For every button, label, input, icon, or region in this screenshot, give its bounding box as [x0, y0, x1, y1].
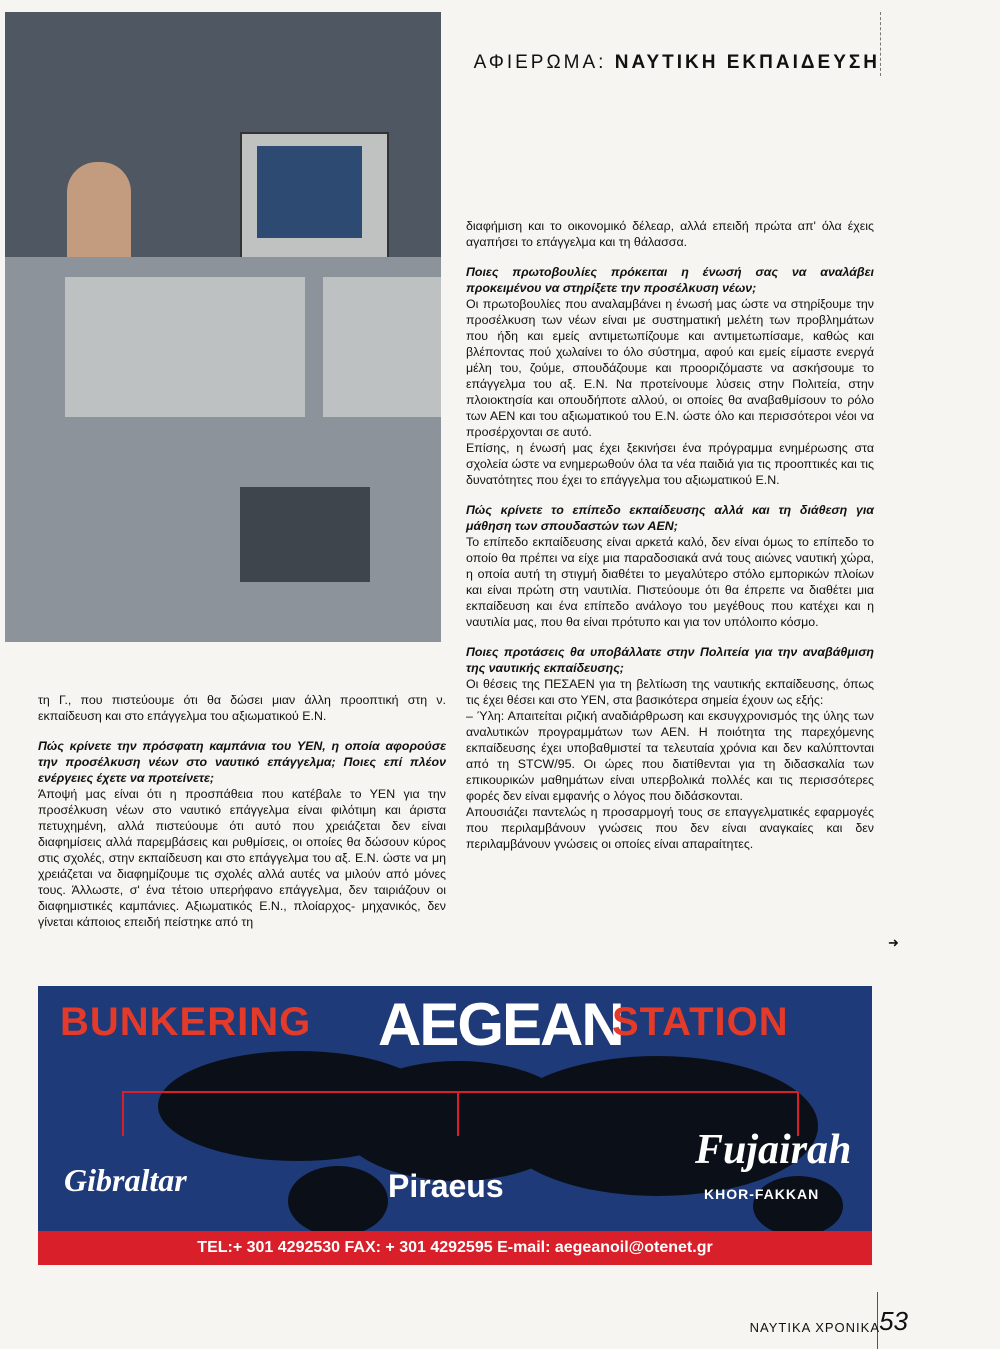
interview-question: Ποιες πρωτοβουλίες πρόκειται η ένωσή σας να αναλάβει προκειμένου να στηρίξετε την προσέλκυση νέων; — [466, 265, 874, 295]
section-label: ΑΦΙΕΡΩΜΑ: — [473, 52, 607, 73]
publication-name: ΝΑΥΤΙΚΑ ΧΡΟΝΙΚΑ — [749, 1320, 880, 1335]
interview-question: Πώς κρίνετε την πρόσφατη καμπάνια του ΥΕΝ, η οποία αφορούσε την προσέλκυση νέων στο ναυτικό επάγγελμα; Ποιες επί πλέον ενέργειες έχετε να προτείνετε; — [38, 739, 446, 785]
paragraph: Επίσης, η ένωσή μας έχει ξεκινήσει ένα πρόγραμμα ενημέρωσης στα σχολεία ώστε να ενημερωθούν όλα τα νέα παιδιά για τις προοπτικές και τις δυνατότητες που έχει το επάγγελμα του αξιωματικού Ε.Ν. — [466, 441, 874, 487]
city-khor-fakkan: KHOR-FAKKAN — [704, 1186, 820, 1202]
paragraph: Οι θέσεις της ΠΕΣΑΕΝ για τη βελτίωση της ναυτικής εκπαίδευσης, όπως τις έχει θέσει και στο ΥΕΝ, στα βασικότερα σημεία έχουν ως εξής: — [466, 677, 874, 707]
ad-contact-line: TEL:+ 301 4292530 FAX: + 301 4292595 E-mail: aegeanoil@otenet.gr — [38, 1231, 872, 1265]
ad-word-aegean: AEGEAN — [378, 991, 623, 1058]
section-topic: ΝΑΥΤΙΚΗ ΕΚΠΑΙΔΕΥΣΗ — [614, 52, 880, 73]
city-piraeus: Piraeus — [388, 1168, 504, 1204]
paragraph: Άποψή μας είναι ότι η προσπάθεια που κατέβαλε το ΥΕΝ για την προσέλκυση νέων στο ναυτικό επάγγελμα είναι φιλότιμη και άριστα πετυχημένη, αλλά πιστεύουμε ότι αυτό που χρειάζεται δεν είναι διαφημίσεις αλλά παρεμβάσεις και ρυθμίσεις, οι οποίες θα δώσουν κύρος στις σχολές, στην εκπαίδευση και στο επάγγελμα του αξ. Ε.Ν. ώστε να μη χρειάζεται να διαφημίζουμε τις σχολές αλλά αυτές να μιλούν από μόνες τους. Άλλωστε, σ' ένα τέτοιο υπερήφανο επάγγελμα, δεν ταιριάζουν οι διαφημιστικές καμπάνιες. Αξιωματικός Ε.Ν., πλοίαρχος- μηχανικός, δεν γίνεται κάποιος επειδή πείστηκε από τη — [38, 787, 446, 929]
paragraph: Απουσιάζει παντελώς η προσαρμογή τους σε επαγγελματικές εφαρμογές που περιλαμβάνουν γνώσεις που δεν είναι αναγκαίες και δεν περιλαμβάνουν γνώσεις οι οποίες είναι απαραίτητες. — [466, 805, 874, 851]
paragraph: – Ύλη: Απαιτείται ριζική αναδιάρθρωση και εκσυγχρονισμός της ύλης των αναλυτικών προγραμμάτων των ΑΕΝ. Η ποιότητα της παρεχόμενης εκπαίδευσης έχει υποβαθμιστεί τα τελευταία χρόνια και δεν καλύπτονται από τη STCW/95. Οι ώρες που διατίθενται για τη διδασκαλία των επικουρικών μαθημάτων είναι υπερβολικά πολλές και τις περισσότερες φορές δεν είναι εμφανής ο λόγος που διδάσκονται. — [466, 709, 874, 803]
engine-control-room-photo — [5, 12, 441, 642]
city-gibraltar: Gibraltar — [64, 1162, 187, 1198]
paragraph: τη Γ., που πιστεύουμε ότι θα δώσει μιαν άλλη προοπτική στη ν. εκπαίδευση και στο επάγγελμα του αξιωματικού Ε.Ν. — [38, 693, 446, 723]
city-fujairah: Fujairah — [695, 1127, 852, 1173]
paragraph: Οι πρωτοβουλίες που αναλαμβάνει η ένωσή μας ώστε να στηρίξουμε την προσέλκυση των νέων είναι με συστηματική μελέτη των προβλημάτων που ήδη και εμείς αντιμετωπίζουμε και αντιμετωπίσαμε, καθώς και βλέποντας πού χωλαίνει το όλο σύστημα, αφού και εμείς είμαστε ενεργά μέλη του, ζούμε, σπουδάζουμε και προοριζόμαστε να ασκήσουμε το επάγγελμα του αξ. Ε.Ν. Να προτείνουμε λύσεις στην Πολιτεία, στην πλοιοκτησία και οπουδήποτε αλλού, οι οποίες θα αναβαθμίσουν το ρόλο των ΑΕΝ και του αξιωματικού του Ε.Ν. ώστε όλο και περισσότεροι νέοι να προσέρχονται σε αυτό. — [466, 297, 874, 439]
right-article-column — [466, 218, 874, 852]
left-article-column — [38, 692, 446, 930]
interview-question: Πώς κρίνετε το επίπεδο εκπαίδευσης αλλά και τη διάθεση για μάθηση των σπουδαστών των ΑΕΝ; — [466, 503, 874, 533]
paragraph: Το επίπεδο εκπαίδευσης είναι αρκετά καλό, δεν είναι όμως το επίπεδο το οποίο θα πρέπει να είχε μια παραδοσιακά ανά τους αιώνες ναυτική χώρα, η οποία αυτή τη στιγμή διαθέτει το μεγαλύτερο στόλο εμπορικών πλοίων και είναι πρώτη στη ναυτιλία. Πιστεύουμε ότι θα έπρεπε να διαθέτει μια εκπαίδευση και ένα επίπεδο ανάλογο του μεγέθους που κατέχει και η ναυτιλία μας, που θα είναι πρότυπο και για τον υπόλοιπο κόσμο. — [466, 535, 874, 629]
page-number: 53 — [879, 1306, 908, 1336]
paragraph: διαφήμιση και το οικονομικό δέλεαρ, αλλά επειδή πρώτα απ' όλα έχεις αγαπήσει το επάγγελμα και τη θάλασσα. — [466, 219, 874, 249]
ad-word-station: STATION — [612, 1000, 789, 1044]
control-console — [5, 257, 441, 642]
ad-word-bunkering: BUNKERING — [60, 1000, 312, 1044]
aegean-station-advert — [38, 986, 872, 1265]
section-header — [474, 52, 880, 74]
interview-question: Ποιες προτάσεις θα υποβάλλατε στην Πολιτεία για την αναβάθμιση της ναυτικής εκπαίδευσης; — [466, 645, 874, 675]
continue-arrow-icon: ➜ — [888, 935, 899, 950]
header-rule — [880, 12, 882, 76]
